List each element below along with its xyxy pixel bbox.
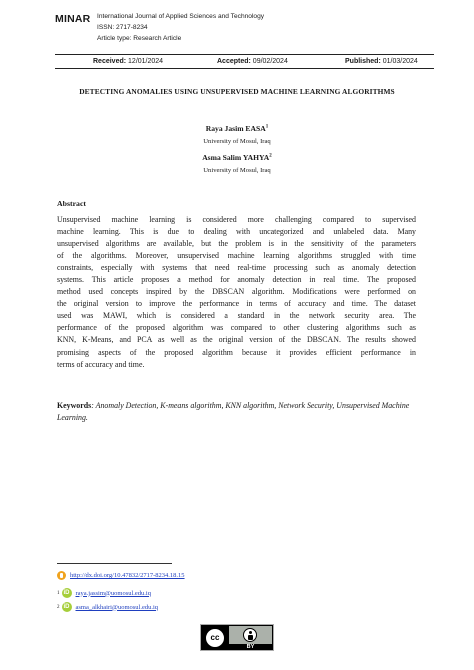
doi-icon [57,571,66,580]
abstract-line: of the algorithms. Moreover, unsupervised machine learning algorithms struggled with time [57,251,416,261]
abstract-body [57,214,416,371]
author-1-name-text: Raya Jasim EASA [205,124,266,133]
author-2-name-text: Asma Salim YAHYA [202,153,270,162]
author-2-affiliation: University of Mosul, Iraq [203,167,271,174]
keywords-text: : Anomaly Detection, K-means algorithm, KNN algorithm, Network Security, Unsupervised Machine Learning. [57,401,410,422]
footnote-1-mark: 1 [57,590,60,596]
accepted-label: Accepted: [217,58,251,65]
author-1-affiliation: University of Mosul, Iraq [203,138,271,145]
received-label: Received: [93,58,127,65]
article-type: Article type: Research Article [97,35,182,42]
abstract-heading: Abstract [57,199,87,208]
footnote-2-mark: 2 [57,604,60,610]
email-footnote-1 [57,588,151,598]
journal-brand: MINAR [55,13,91,25]
abstract-line: promising aspects of the proposed algorithm because it provides efficient performance in [57,347,416,357]
author-2-name [0,153,474,162]
orcid-icon[interactable]: iD [63,604,70,610]
person-body [248,635,253,640]
keywords [57,400,416,424]
abstract-line: terms of accuracy and time. [57,359,145,369]
by-panel [229,626,272,644]
abstract-line: performance of the proposed algorithm was compared to other clustering algorithms such as [57,323,416,333]
doi-link[interactable]: http://dx.doi.org/10.47832/2717-8234.18.15 [70,572,185,579]
author-1-name [0,124,474,133]
person-head [249,631,252,634]
published-date [345,56,418,67]
author-2-mark: 2 [269,153,272,159]
journal-issn: ISSN: 2717-8234 [97,24,148,31]
abstract-line: method used concepts inspired by the DBSCAN algorithm. Modifications were performed on [57,287,416,297]
accepted-value: 09/02/2024 [252,58,288,65]
author-1-mark: 1 [265,124,269,130]
orcid-icon[interactable]: iD [63,590,70,596]
abstract-line: used was MAWI, which is considered a standard in the network security area. The [57,311,416,321]
abstract-line: constraints, especially with systems that need real-time processing such as anomaly detection [57,263,416,273]
email-link-1[interactable]: raya.jassim@uomosul.edu.iq [75,589,151,597]
journal-info [97,11,264,44]
keywords-label: Keywords [57,401,92,410]
published-label: Published: [345,58,381,65]
attribution-person-icon [243,628,257,642]
dates-bar [55,54,434,69]
abstract-line: KNN, K-Means, and PCA as well as the original version of the DBSCAN. The results showed [57,335,416,345]
abstract-line: systems. This article proposes a method for anomaly detection in real time. The proposed [57,275,416,285]
cc-by-license-icon[interactable] [200,624,274,651]
received-value: 12/01/2024 [128,58,164,65]
abstract-line: machine learning. This is due to dealing with uncategorized and unlabeled data. Many [57,227,416,237]
doi-footnote [57,571,185,580]
journal-name: International Journal of Applied Sciences and Technology [97,13,265,20]
cc-logo-icon: cc [205,628,225,648]
email-link-2[interactable]: asma_alkhairi@uomosul.edu.iq [75,603,159,611]
accepted-date [217,56,288,67]
by-label: BY [246,644,255,650]
abstract-line: unsupervised algorithms are available, but the problem is in the sensitivity of the parameters [57,239,416,249]
email-footnote-2 [57,602,158,612]
published-value: 01/03/2024 [382,58,418,65]
abstract-line: the original version to improve the performance in terms of accuracy and time. The dataset [57,299,416,309]
footnote-divider [57,563,172,564]
received-date [93,56,163,67]
paper-title: DETECTING ANOMALIES USING UNSUPERVISED MACHINE LEARNING ALGORITHMS [79,87,395,96]
journal-header [55,11,435,51]
abstract-line: Unsupervised machine learning is considered more challenging compared to supervised [57,215,416,224]
